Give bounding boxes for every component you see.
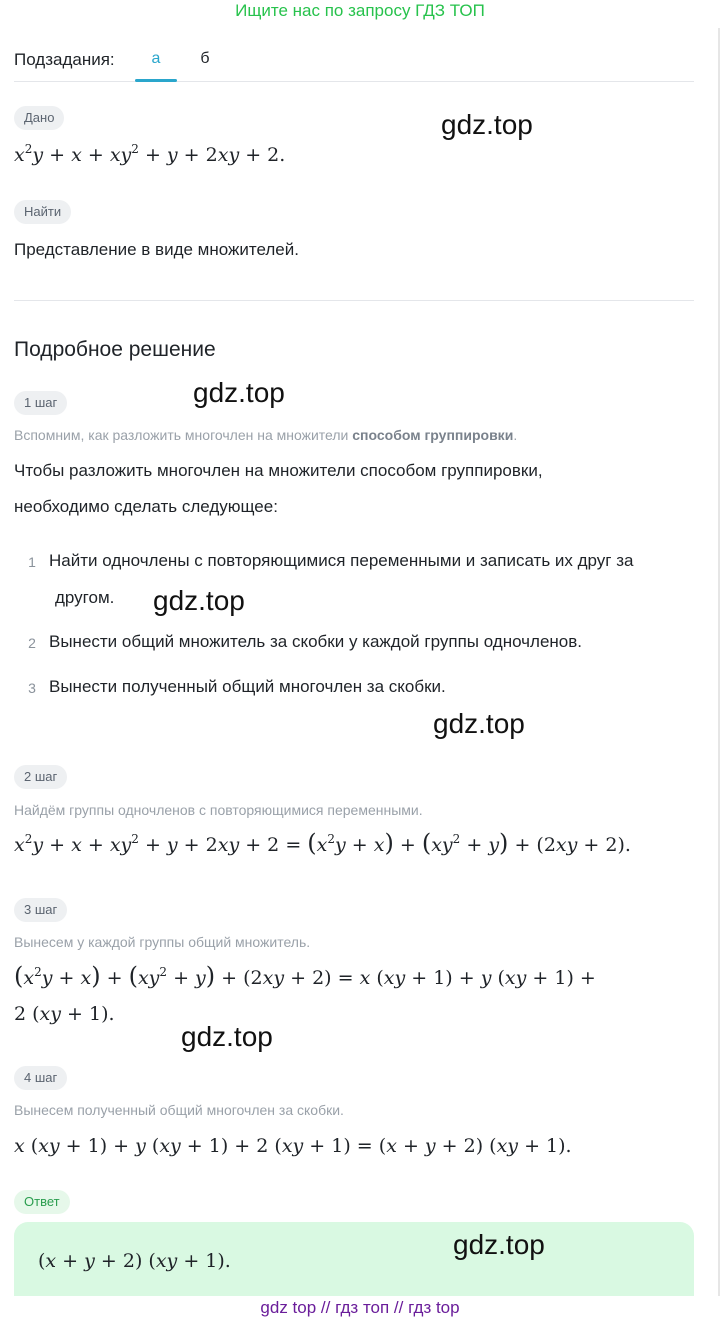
step-2-hint: Найдём группы одночленов с повторяющимися переменными.	[14, 802, 423, 818]
tab-a[interactable]: а	[151, 50, 161, 67]
answer-badge: Ответ	[14, 1190, 70, 1214]
watermark: gdz.top	[441, 109, 533, 140]
step-3-expression-line-1: $(x^2y + x) + (xy^2 + y) + (2xy + 2) = x$ (xy + 1) + y (xy + 1) +	[14, 962, 596, 990]
solution-title: Подробное решение	[14, 338, 216, 361]
step-4-hint: Вынесем полученный общий многочлен за скобки.	[14, 1102, 344, 1118]
tab-b[interactable]: б	[200, 50, 210, 67]
top-banner: Ищите нас по запросу ГДЗ ТОП	[235, 1, 485, 20]
subtasks-label: Подзадания:	[14, 50, 115, 69]
step-1-badge: 1 шаг	[14, 391, 67, 415]
list-number: 2	[28, 635, 36, 651]
step-3-badge: 3 шаг	[14, 898, 67, 922]
list-number: 1	[28, 554, 36, 570]
step-2-badge: 2 шаг	[14, 765, 67, 789]
watermark: gdz.top	[153, 585, 245, 616]
watermark: gdz.top	[433, 708, 525, 739]
list-item-1-line-1: Найти одночлены с повторяющимися переменными и записать их друг за	[49, 551, 634, 570]
divider	[14, 300, 694, 301]
step-1-line-1: Чтобы разложить многочлен на множители способом группировки,	[14, 461, 543, 480]
watermark: gdz.top	[193, 377, 285, 408]
watermark: gdz.top	[453, 1229, 545, 1260]
step-4-expression: x (xy + 1) + y (xy + 1) + 2 (xy + 1) = (x + y + 2) (xy + 1).	[14, 1135, 572, 1157]
list-item-1-line-2: другом.	[55, 588, 115, 607]
find-text: Представление в виде множителей.	[14, 240, 299, 259]
answer-expression: (x + y + 2) (xy + 1).	[38, 1250, 231, 1272]
active-tab-indicator	[135, 79, 177, 82]
find-badge: Найти	[14, 200, 71, 224]
step-3-expression-line-2: 2 (xy + 1).	[14, 1003, 115, 1025]
step-1-line-2: необходимо сделать следующее:	[14, 497, 278, 516]
step-4-badge: 4 шаг	[14, 1066, 67, 1090]
watermark: gdz.top	[181, 1021, 273, 1052]
step-2-expression: $x^2y + x + xy^2 + y + 2xy + 2 = (x^2y + x) + (xy^2 + y) + (2xy + 2)$.	[14, 829, 631, 857]
given-badge: Дано	[14, 106, 64, 130]
subtask-tabs	[14, 42, 694, 82]
list-item-2: Вынести общий множитель за скобки у каждой группы одночленов.	[49, 632, 583, 651]
list-item-3: Вынести полученный общий многочлен за скобки.	[49, 677, 446, 696]
footer-links: gdz top // гдз топ // гдз top	[260, 1298, 460, 1317]
answer-box	[14, 1222, 694, 1296]
list-number: 3	[28, 680, 36, 696]
step-3-hint: Вынесем у каждой группы общий множитель.	[14, 934, 311, 950]
step-1-hint: Вспомним, как разложить многочлен на множители способом группировки.	[14, 427, 518, 443]
given-expression: $x^2y + x + xy^2 + y + 2xy + 2$.	[14, 142, 286, 166]
